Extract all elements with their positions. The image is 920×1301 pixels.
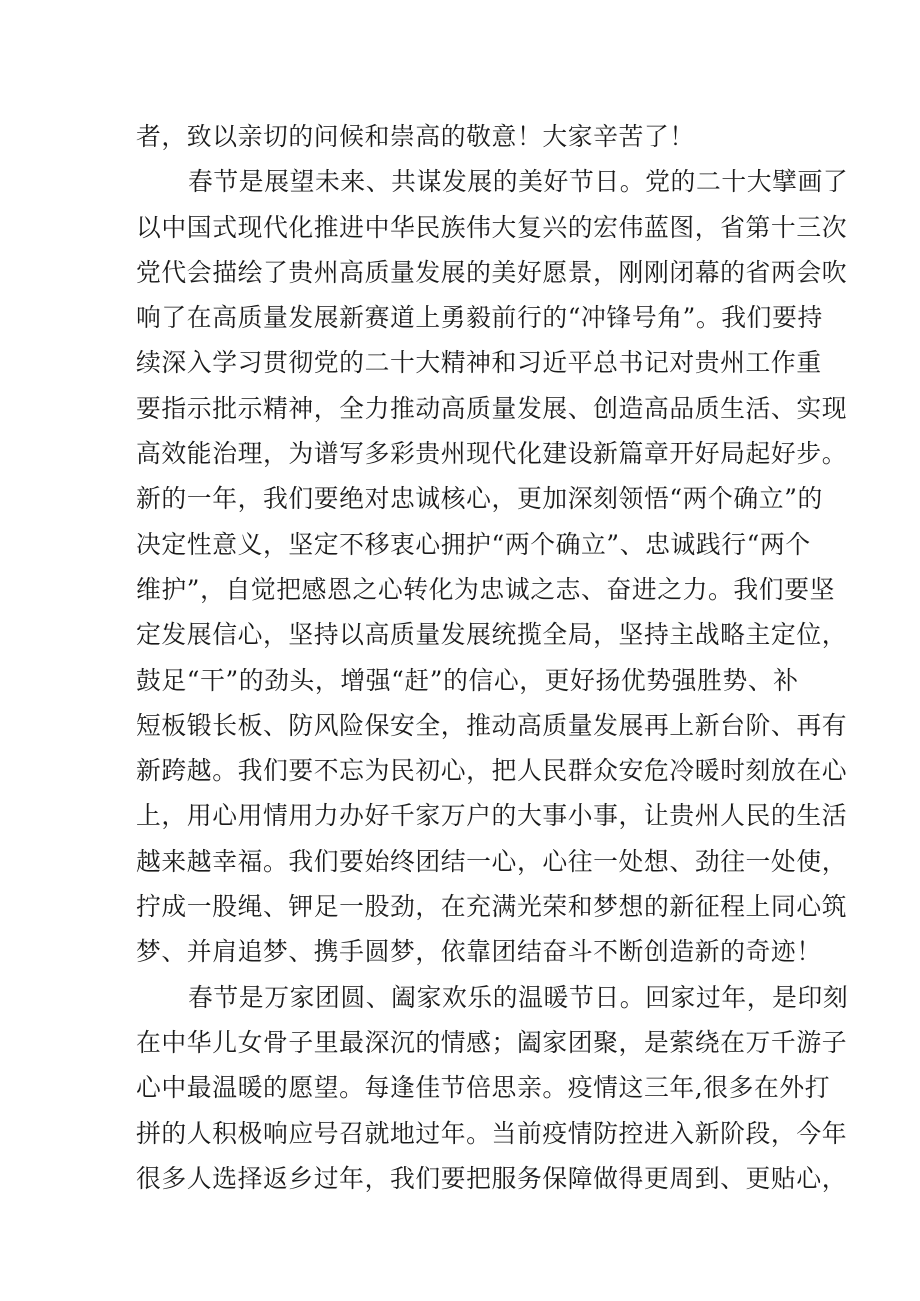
text-line: 新的一年，我们要绝对忠诚核心，更加深刻领悟“两个确立”的 bbox=[136, 484, 823, 514]
text-line: 在中华儿女骨子里最深沉的情感；阖家团聚，是萦绕在万千游子 bbox=[136, 1027, 848, 1057]
text-line: 党代会描绘了贵州高质量发展的美好愿景，刚刚闭幕的省两会吹 bbox=[136, 257, 848, 287]
text-line: 拧成一股绳、钾足一股劲，在充满光荣和梦想的新征程上同心筑 bbox=[136, 892, 848, 922]
text-line: 定发展信心，坚持以高质量发展统揽全局，坚持主战略主定位， bbox=[136, 620, 848, 650]
text-line: 越来越幸福。我们要始终团结一心，心往一处想、劲往一处使， bbox=[136, 846, 848, 876]
text-line: 新跨越。我们要不忘为民初心，把人民群众安危冷暖时刻放在心 bbox=[136, 756, 848, 786]
text-line: 维护”，自觉把感恩之心转化为忠诚之志、奋进之力。我们要坚 bbox=[136, 574, 835, 604]
text-line: 者，致以亲切的问候和崇高的敬意！大家辛苦了！ bbox=[136, 122, 695, 151]
text-line: 鼓足“干”的劲头，增强“赶”的信心，更好扬优势强胜势、补 bbox=[136, 665, 799, 695]
text-line: 拼的人积极响应号召就地过年。当前疫情防控进入新阶段，今年 bbox=[136, 1118, 848, 1148]
text-line: 决定性意义，坚定不移衷心拥护“两个确立”、忠诚践行“两个 bbox=[136, 529, 811, 559]
text-line: 响了在高质量发展新赛道上勇毅前行的“冲锋号角”。我们要持 bbox=[136, 303, 823, 333]
text-line: 梦、并肩追梦、携手圆梦，依靠团结奋斗不断创造新的奇迹！ bbox=[136, 937, 822, 967]
text-line: 心中最温暖的愿望。每逢佳节倍思亲。疫情这三年,很多在外打 bbox=[136, 1073, 831, 1103]
document-body bbox=[136, 114, 849, 1201]
text-line: 续深入学习贯彻党的二十大精神和习近平总书记对贵州工作重 bbox=[136, 348, 822, 378]
paragraph-start-line: 春节是万家团圆、阖家欢乐的温暖节日。回家过年，是印刻 bbox=[188, 982, 849, 1012]
text-line: 短板锻长板、防风险保安全，推动高质量发展再上新台阶、再有 bbox=[136, 710, 848, 740]
text-line: 上，用心用情用力办好千家万户的大事小事，让贵州人民的生活 bbox=[136, 801, 848, 831]
paragraph-start-line: 春节是展望未来、共谋发展的美好节日。党的二十大擘画了 bbox=[188, 167, 849, 197]
text-line: 很多人选择返乡过年，我们要把服务保障做得更周到、更贴心， bbox=[136, 1163, 848, 1193]
text-line: 高效能治理，为谱写多彩贵州现代化建设新篇章开好局起好步。 bbox=[136, 439, 848, 469]
text-line: 要指示批示精神，全力推动高质量发展、创造高品质生活、实现 bbox=[136, 393, 848, 423]
text-line: 以中国式现代化推进中华民族伟大复兴的宏伟蓝图，省第十三次 bbox=[136, 212, 848, 242]
